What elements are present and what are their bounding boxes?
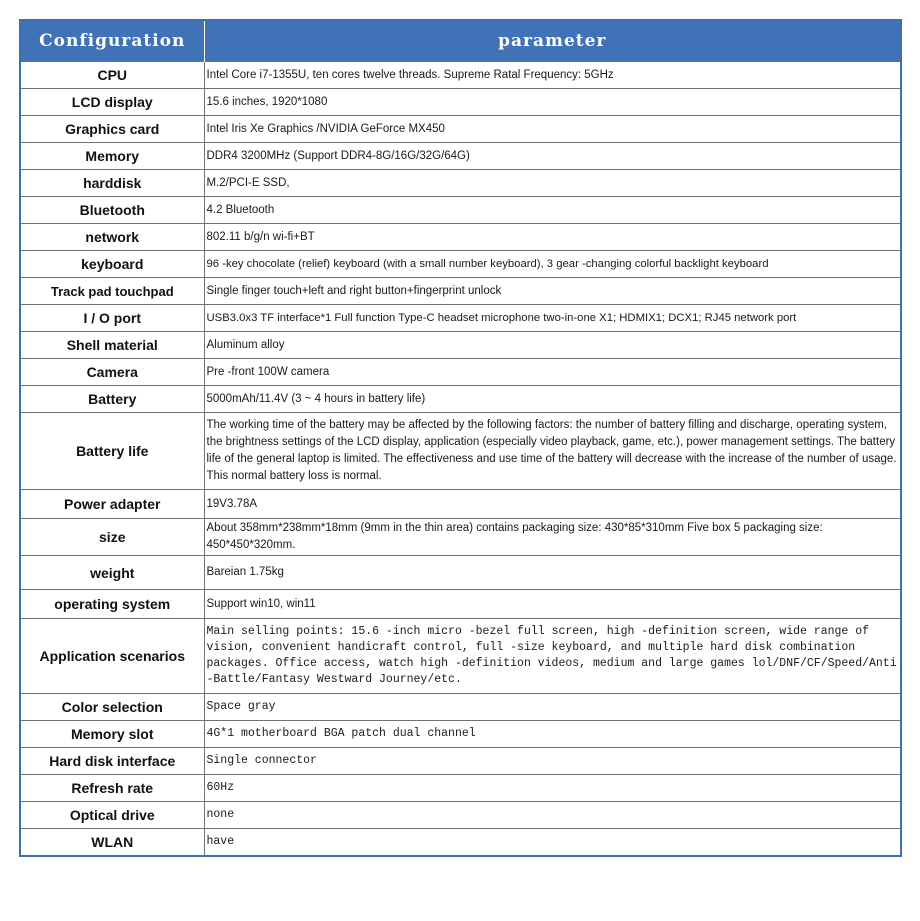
- spec-label: CPU: [20, 62, 204, 89]
- table-row: [20, 413, 901, 490]
- spec-value: 4G*1 motherboard BGA patch dual channel: [204, 721, 901, 748]
- table-row: [20, 89, 901, 116]
- table-row: [20, 829, 901, 856]
- spec-label: network: [20, 224, 204, 251]
- spec-label: Color selection: [20, 694, 204, 721]
- spec-value: 60Hz: [204, 775, 901, 802]
- table-row: [20, 332, 901, 359]
- spec-value: 96 -key chocolate (relief) keyboard (with a small number keyboard), 3 gear -changing colorful backlight keyboard: [204, 251, 901, 278]
- table-row: [20, 748, 901, 775]
- spec-value: Pre -front 100W camera: [204, 359, 901, 386]
- spec-label: Optical drive: [20, 802, 204, 829]
- spec-label: Power adapter: [20, 490, 204, 519]
- table-row: [20, 519, 901, 556]
- spec-value: USB3.0x3 TF interface*1 Full function Type-C headset microphone two-in-one X1; HDMIX1; DCX1; RJ45 network port: [204, 305, 901, 332]
- table-row: [20, 386, 901, 413]
- table-row: [20, 197, 901, 224]
- spec-label: Memory slot: [20, 721, 204, 748]
- spec-value: Main selling points: 15.6 -inch micro -bezel full screen, high -definition screen, wide range of vision, convenient handicraft control, full -size keyboard, and multiple hard disk combination packages. Office access, watch high -definition videos, medium and large games lol/DNF/CF/Speed/Anti -Battle/Fantasy Westward Journey/etc.: [204, 619, 901, 694]
- spec-label: Application scenarios: [20, 619, 204, 694]
- table-row: [20, 143, 901, 170]
- spec-label: Bluetooth: [20, 197, 204, 224]
- table-row: [20, 802, 901, 829]
- spec-value: DDR4 3200MHz (Support DDR4-8G/16G/32G/64G): [204, 143, 901, 170]
- spec-value: 802.11 b/g/n wi-fi+BT: [204, 224, 901, 251]
- table-row: [20, 305, 901, 332]
- spec-value: About 358mm*238mm*18mm (9mm in the thin area) contains packaging size: 430*85*310mm Five box 5 packaging size: 450*450*320mm.: [204, 519, 901, 556]
- spec-table: [19, 19, 902, 857]
- spec-label: Shell material: [20, 332, 204, 359]
- spec-label: LCD display: [20, 89, 204, 116]
- header-configuration: Configuration: [20, 20, 204, 62]
- spec-label: WLAN: [20, 829, 204, 856]
- spec-value: Single finger touch+left and right button+fingerprint unlock: [204, 278, 901, 305]
- spec-label: harddisk: [20, 170, 204, 197]
- spec-value: The working time of the battery may be affected by the following factors: the number of battery filling and discharge, operating system, the brightness settings of the LCD display, application (especially video playback, game, etc.), power management settings. The battery life of the general laptop is limited. The effectiveness and use time of the battery will decrease with the increase of the number of usage. This normal battery loss is normal.: [204, 413, 901, 490]
- spec-label: Graphics card: [20, 116, 204, 143]
- spec-label: size: [20, 519, 204, 556]
- header-row: [20, 20, 901, 62]
- table-row: [20, 278, 901, 305]
- spec-value: have: [204, 829, 901, 856]
- table-row: [20, 116, 901, 143]
- spec-value: Intel Core i7-1355U, ten cores twelve threads. Supreme Ratal Frequency: 5GHz: [204, 62, 901, 89]
- spec-value: Intel Iris Xe Graphics /NVIDIA GeForce MX450: [204, 116, 901, 143]
- spec-label: Hard disk interface: [20, 748, 204, 775]
- table-row: [20, 62, 901, 89]
- spec-value: M.2/PCI-E SSD,: [204, 170, 901, 197]
- table-row: [20, 490, 901, 519]
- spec-label: Refresh rate: [20, 775, 204, 802]
- table-row: [20, 224, 901, 251]
- table-row: [20, 775, 901, 802]
- spec-label: Battery life: [20, 413, 204, 490]
- spec-value: 19V3.78A: [204, 490, 901, 519]
- table-row: [20, 359, 901, 386]
- table-row: [20, 694, 901, 721]
- spec-value: Support win10, win11: [204, 590, 901, 619]
- spec-label: keyboard: [20, 251, 204, 278]
- spec-value: 5000mAh/11.4V (3 ~ 4 hours in battery life): [204, 386, 901, 413]
- table-row: [20, 590, 901, 619]
- spec-label: operating system: [20, 590, 204, 619]
- spec-label: Memory: [20, 143, 204, 170]
- spec-value: Space gray: [204, 694, 901, 721]
- spec-value: Bareian 1.75kg: [204, 556, 901, 590]
- spec-label: Camera: [20, 359, 204, 386]
- spec-label: Track pad touchpad: [20, 278, 204, 305]
- spec-value: Single connector: [204, 748, 901, 775]
- spec-value: none: [204, 802, 901, 829]
- header-parameter: parameter: [204, 20, 901, 62]
- spec-label: Battery: [20, 386, 204, 413]
- spec-label: I / O port: [20, 305, 204, 332]
- spec-value: 15.6 inches, 1920*1080: [204, 89, 901, 116]
- table-row: [20, 721, 901, 748]
- spec-value: 4.2 Bluetooth: [204, 197, 901, 224]
- spec-label: weight: [20, 556, 204, 590]
- table-row: [20, 170, 901, 197]
- table-row: [20, 556, 901, 590]
- table-row: [20, 619, 901, 694]
- table-row: [20, 251, 901, 278]
- spec-value: Aluminum alloy: [204, 332, 901, 359]
